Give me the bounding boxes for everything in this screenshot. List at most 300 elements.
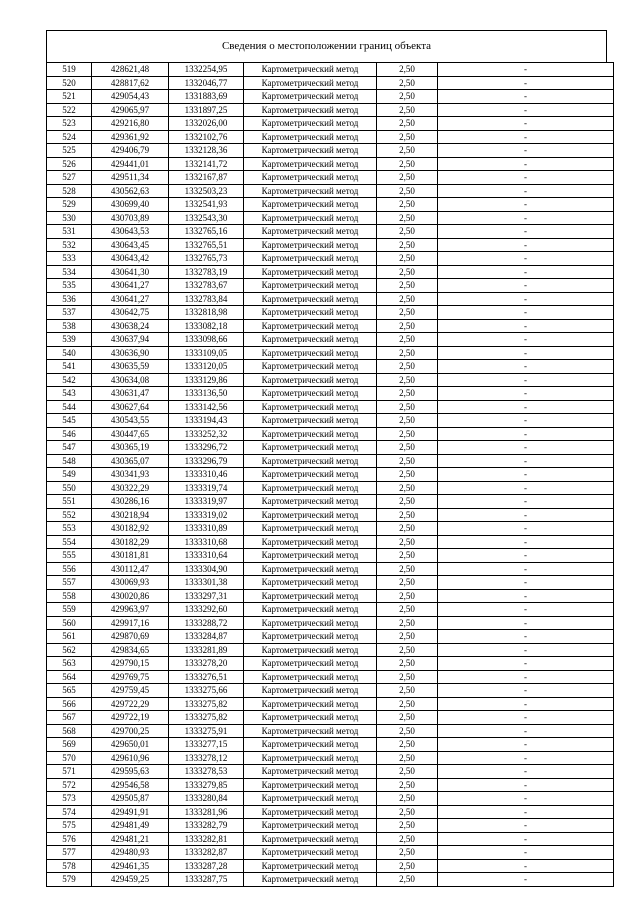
table-row	[47, 778, 614, 792]
description-cell: -	[438, 616, 614, 630]
description-cell: -	[438, 144, 614, 158]
point-number-cell: 532	[47, 238, 92, 252]
method-cell: Картометрический метод	[244, 616, 377, 630]
method-cell: Картометрический метод	[244, 778, 377, 792]
description-cell: -	[438, 265, 614, 279]
method-cell: Картометрический метод	[244, 346, 377, 360]
accuracy-cell: 2,50	[377, 751, 438, 765]
accuracy-cell: 2,50	[377, 778, 438, 792]
point-number-cell: 558	[47, 589, 92, 603]
table-row	[47, 306, 614, 320]
x-coordinate-cell: 430543,55	[92, 414, 169, 428]
y-coordinate-cell: 1332765,51	[169, 238, 244, 252]
y-coordinate-cell: 1333292,60	[169, 603, 244, 617]
y-coordinate-cell: 1333310,64	[169, 549, 244, 563]
table-row	[47, 805, 614, 819]
description-cell: -	[438, 171, 614, 185]
x-coordinate-cell: 429065,97	[92, 103, 169, 117]
method-cell: Картометрический метод	[244, 211, 377, 225]
point-number-cell: 541	[47, 360, 92, 374]
table-row	[47, 252, 614, 266]
method-cell: Картометрический метод	[244, 522, 377, 536]
x-coordinate-cell: 429461,35	[92, 859, 169, 873]
x-coordinate-cell: 430182,29	[92, 535, 169, 549]
y-coordinate-cell: 1333282,79	[169, 819, 244, 833]
point-number-cell: 540	[47, 346, 92, 360]
table-row	[47, 63, 614, 77]
description-cell: -	[438, 643, 614, 657]
table-row	[47, 225, 614, 239]
point-number-cell: 529	[47, 198, 92, 212]
table-row	[47, 832, 614, 846]
x-coordinate-cell: 430112,47	[92, 562, 169, 576]
method-cell: Картометрический метод	[244, 792, 377, 806]
accuracy-cell: 2,50	[377, 198, 438, 212]
description-cell: -	[438, 76, 614, 90]
method-cell: Картометрический метод	[244, 171, 377, 185]
point-number-cell: 525	[47, 144, 92, 158]
description-cell: -	[438, 441, 614, 455]
method-cell: Картометрический метод	[244, 562, 377, 576]
y-coordinate-cell: 1332783,84	[169, 292, 244, 306]
table-row	[47, 643, 614, 657]
description-cell: -	[438, 522, 614, 536]
point-number-cell: 570	[47, 751, 92, 765]
accuracy-cell: 2,50	[377, 373, 438, 387]
accuracy-cell: 2,50	[377, 630, 438, 644]
method-cell: Картометрический метод	[244, 238, 377, 252]
y-coordinate-cell: 1332765,16	[169, 225, 244, 239]
accuracy-cell: 2,50	[377, 616, 438, 630]
table-row	[47, 454, 614, 468]
description-cell: -	[438, 738, 614, 752]
boundary-info-sheet	[46, 30, 607, 887]
accuracy-cell: 2,50	[377, 130, 438, 144]
x-coordinate-cell: 429481,49	[92, 819, 169, 833]
table-row	[47, 198, 614, 212]
y-coordinate-cell: 1331897,25	[169, 103, 244, 117]
point-number-cell: 551	[47, 495, 92, 509]
method-cell: Картометрический метод	[244, 873, 377, 887]
description-cell: -	[438, 292, 614, 306]
method-cell: Картометрический метод	[244, 738, 377, 752]
point-number-cell: 561	[47, 630, 92, 644]
description-cell: -	[438, 333, 614, 347]
accuracy-cell: 2,50	[377, 63, 438, 77]
table-row	[47, 468, 614, 482]
y-coordinate-cell: 1333319,74	[169, 481, 244, 495]
point-number-cell: 520	[47, 76, 92, 90]
point-number-cell: 566	[47, 697, 92, 711]
description-cell: -	[438, 306, 614, 320]
method-cell: Картометрический метод	[244, 603, 377, 617]
point-number-cell: 543	[47, 387, 92, 401]
accuracy-cell: 2,50	[377, 144, 438, 158]
x-coordinate-cell: 429870,69	[92, 630, 169, 644]
description-cell: -	[438, 603, 614, 617]
method-cell: Картометрический метод	[244, 589, 377, 603]
y-coordinate-cell: 1332254,95	[169, 63, 244, 77]
accuracy-cell: 2,50	[377, 549, 438, 563]
table-row	[47, 819, 614, 833]
description-cell: -	[438, 873, 614, 887]
y-coordinate-cell: 1332818,98	[169, 306, 244, 320]
method-cell: Картометрический метод	[244, 306, 377, 320]
table-row	[47, 279, 614, 293]
method-cell: Картометрический метод	[244, 252, 377, 266]
description-cell: -	[438, 859, 614, 873]
method-cell: Картометрический метод	[244, 468, 377, 482]
description-cell: -	[438, 792, 614, 806]
table-row	[47, 319, 614, 333]
y-coordinate-cell: 1332141,72	[169, 157, 244, 171]
description-cell: -	[438, 90, 614, 104]
method-cell: Картометрический метод	[244, 724, 377, 738]
x-coordinate-cell: 429790,15	[92, 657, 169, 671]
y-coordinate-cell: 1333310,46	[169, 468, 244, 482]
description-cell: -	[438, 373, 614, 387]
x-coordinate-cell: 430642,75	[92, 306, 169, 320]
y-coordinate-cell: 1331883,69	[169, 90, 244, 104]
point-number-cell: 553	[47, 522, 92, 536]
description-cell: -	[438, 346, 614, 360]
accuracy-cell: 2,50	[377, 805, 438, 819]
description-cell: -	[438, 198, 614, 212]
description-cell: -	[438, 832, 614, 846]
table-row	[47, 522, 614, 536]
x-coordinate-cell: 429963,97	[92, 603, 169, 617]
x-coordinate-cell: 430562,63	[92, 184, 169, 198]
point-number-cell: 569	[47, 738, 92, 752]
accuracy-cell: 2,50	[377, 225, 438, 239]
description-cell: -	[438, 103, 614, 117]
accuracy-cell: 2,50	[377, 562, 438, 576]
point-number-cell: 560	[47, 616, 92, 630]
description-cell: -	[438, 778, 614, 792]
y-coordinate-cell: 1333287,75	[169, 873, 244, 887]
point-number-cell: 542	[47, 373, 92, 387]
description-cell: -	[438, 630, 614, 644]
table-row	[47, 103, 614, 117]
table-row	[47, 76, 614, 90]
x-coordinate-cell: 430020,86	[92, 589, 169, 603]
y-coordinate-cell: 1333136,50	[169, 387, 244, 401]
description-cell: -	[438, 252, 614, 266]
point-number-cell: 564	[47, 670, 92, 684]
point-number-cell: 545	[47, 414, 92, 428]
description-cell: -	[438, 387, 614, 401]
table-row	[47, 576, 614, 590]
method-cell: Картометрический метод	[244, 427, 377, 441]
description-cell: -	[438, 549, 614, 563]
table-row	[47, 481, 614, 495]
x-coordinate-cell: 429650,01	[92, 738, 169, 752]
method-cell: Картометрический метод	[244, 535, 377, 549]
table-row	[47, 292, 614, 306]
description-cell: -	[438, 157, 614, 171]
point-number-cell: 526	[47, 157, 92, 171]
accuracy-cell: 2,50	[377, 684, 438, 698]
table-row	[47, 346, 614, 360]
accuracy-cell: 2,50	[377, 481, 438, 495]
method-cell: Картометрический метод	[244, 832, 377, 846]
x-coordinate-cell: 430181,81	[92, 549, 169, 563]
y-coordinate-cell: 1332783,67	[169, 279, 244, 293]
method-cell: Картометрический метод	[244, 414, 377, 428]
x-coordinate-cell: 428621,48	[92, 63, 169, 77]
y-coordinate-cell: 1333287,28	[169, 859, 244, 873]
y-coordinate-cell: 1333310,89	[169, 522, 244, 536]
y-coordinate-cell: 1333280,84	[169, 792, 244, 806]
x-coordinate-cell: 430641,27	[92, 292, 169, 306]
y-coordinate-cell: 1333278,53	[169, 765, 244, 779]
description-cell: -	[438, 427, 614, 441]
y-coordinate-cell: 1333275,91	[169, 724, 244, 738]
point-number-cell: 576	[47, 832, 92, 846]
description-cell: -	[438, 63, 614, 77]
table-row	[47, 697, 614, 711]
description-cell: -	[438, 846, 614, 860]
description-cell: -	[438, 508, 614, 522]
x-coordinate-cell: 430447,65	[92, 427, 169, 441]
y-coordinate-cell: 1333252,32	[169, 427, 244, 441]
method-cell: Картометрический метод	[244, 846, 377, 860]
method-cell: Картометрический метод	[244, 387, 377, 401]
accuracy-cell: 2,50	[377, 792, 438, 806]
y-coordinate-cell: 1333129,86	[169, 373, 244, 387]
x-coordinate-cell: 429700,25	[92, 724, 169, 738]
point-number-cell: 565	[47, 684, 92, 698]
point-number-cell: 536	[47, 292, 92, 306]
y-coordinate-cell: 1333278,20	[169, 657, 244, 671]
y-coordinate-cell: 1333098,66	[169, 333, 244, 347]
x-coordinate-cell: 430182,92	[92, 522, 169, 536]
y-coordinate-cell: 1333142,56	[169, 400, 244, 414]
accuracy-cell: 2,50	[377, 522, 438, 536]
y-coordinate-cell: 1332046,77	[169, 76, 244, 90]
x-coordinate-cell: 430218,94	[92, 508, 169, 522]
table-row	[47, 535, 614, 549]
x-coordinate-cell: 430641,30	[92, 265, 169, 279]
table-row	[47, 792, 614, 806]
method-cell: Картометрический метод	[244, 76, 377, 90]
method-cell: Картометрический метод	[244, 360, 377, 374]
y-coordinate-cell: 1333282,87	[169, 846, 244, 860]
method-cell: Картометрический метод	[244, 819, 377, 833]
y-coordinate-cell: 1332128,36	[169, 144, 244, 158]
point-number-cell: 546	[47, 427, 92, 441]
point-number-cell: 548	[47, 454, 92, 468]
x-coordinate-cell: 430365,07	[92, 454, 169, 468]
method-cell: Картометрический метод	[244, 630, 377, 644]
y-coordinate-cell: 1333275,82	[169, 697, 244, 711]
description-cell: -	[438, 481, 614, 495]
method-cell: Картометрический метод	[244, 859, 377, 873]
y-coordinate-cell: 1333284,87	[169, 630, 244, 644]
method-cell: Картометрический метод	[244, 90, 377, 104]
table-row	[47, 184, 614, 198]
y-coordinate-cell: 1333319,97	[169, 495, 244, 509]
method-cell: Картометрический метод	[244, 684, 377, 698]
point-number-cell: 575	[47, 819, 92, 833]
y-coordinate-cell: 1333288,72	[169, 616, 244, 630]
description-cell: -	[438, 805, 614, 819]
method-cell: Картометрический метод	[244, 333, 377, 347]
table-row	[47, 589, 614, 603]
y-coordinate-cell: 1333282,81	[169, 832, 244, 846]
x-coordinate-cell: 429546,58	[92, 778, 169, 792]
accuracy-cell: 2,50	[377, 589, 438, 603]
table-row	[47, 751, 614, 765]
y-coordinate-cell: 1333281,96	[169, 805, 244, 819]
point-number-cell: 533	[47, 252, 92, 266]
y-coordinate-cell: 1333310,68	[169, 535, 244, 549]
method-cell: Картометрический метод	[244, 103, 377, 117]
x-coordinate-cell: 429595,63	[92, 765, 169, 779]
table-row	[47, 603, 614, 617]
x-coordinate-cell: 429441,01	[92, 157, 169, 171]
table-row	[47, 400, 614, 414]
y-coordinate-cell: 1332543,30	[169, 211, 244, 225]
table-row	[47, 711, 614, 725]
description-cell: -	[438, 819, 614, 833]
method-cell: Картометрический метод	[244, 549, 377, 563]
x-coordinate-cell: 429759,45	[92, 684, 169, 698]
accuracy-cell: 2,50	[377, 157, 438, 171]
y-coordinate-cell: 1333278,12	[169, 751, 244, 765]
x-coordinate-cell: 429722,29	[92, 697, 169, 711]
accuracy-cell: 2,50	[377, 414, 438, 428]
description-cell: -	[438, 562, 614, 576]
accuracy-cell: 2,50	[377, 441, 438, 455]
description-cell: -	[438, 319, 614, 333]
x-coordinate-cell: 430643,53	[92, 225, 169, 239]
x-coordinate-cell: 430643,45	[92, 238, 169, 252]
x-coordinate-cell: 430322,29	[92, 481, 169, 495]
y-coordinate-cell: 1332765,73	[169, 252, 244, 266]
method-cell: Картометрический метод	[244, 144, 377, 158]
point-number-cell: 567	[47, 711, 92, 725]
x-coordinate-cell: 429481,21	[92, 832, 169, 846]
table-row	[47, 657, 614, 671]
x-coordinate-cell: 429505,87	[92, 792, 169, 806]
x-coordinate-cell: 429491,91	[92, 805, 169, 819]
table-row	[47, 360, 614, 374]
description-cell: -	[438, 684, 614, 698]
point-number-cell: 574	[47, 805, 92, 819]
x-coordinate-cell: 429610,96	[92, 751, 169, 765]
table-row	[47, 630, 614, 644]
method-cell: Картометрический метод	[244, 508, 377, 522]
x-coordinate-cell: 430703,89	[92, 211, 169, 225]
description-cell: -	[438, 576, 614, 590]
x-coordinate-cell: 430069,93	[92, 576, 169, 590]
point-number-cell: 544	[47, 400, 92, 414]
point-number-cell: 579	[47, 873, 92, 887]
method-cell: Картометрический метод	[244, 292, 377, 306]
method-cell: Картометрический метод	[244, 265, 377, 279]
accuracy-cell: 2,50	[377, 211, 438, 225]
x-coordinate-cell: 429480,93	[92, 846, 169, 860]
y-coordinate-cell: 1332783,19	[169, 265, 244, 279]
y-coordinate-cell: 1333296,72	[169, 441, 244, 455]
point-number-cell: 571	[47, 765, 92, 779]
x-coordinate-cell: 429511,34	[92, 171, 169, 185]
x-coordinate-cell: 429917,16	[92, 616, 169, 630]
y-coordinate-cell: 1333109,05	[169, 346, 244, 360]
table-row	[47, 333, 614, 347]
y-coordinate-cell: 1333281,89	[169, 643, 244, 657]
accuracy-cell: 2,50	[377, 346, 438, 360]
table-row	[47, 171, 614, 185]
description-cell: -	[438, 454, 614, 468]
accuracy-cell: 2,50	[377, 76, 438, 90]
table-row	[47, 738, 614, 752]
x-coordinate-cell: 430286,16	[92, 495, 169, 509]
method-cell: Картометрический метод	[244, 198, 377, 212]
accuracy-cell: 2,50	[377, 103, 438, 117]
method-cell: Картометрический метод	[244, 495, 377, 509]
x-coordinate-cell: 429406,79	[92, 144, 169, 158]
description-cell: -	[438, 711, 614, 725]
accuracy-cell: 2,50	[377, 859, 438, 873]
x-coordinate-cell: 428817,62	[92, 76, 169, 90]
table-row	[47, 238, 614, 252]
accuracy-cell: 2,50	[377, 90, 438, 104]
description-cell: -	[438, 535, 614, 549]
x-coordinate-cell: 430341,93	[92, 468, 169, 482]
method-cell: Картометрический метод	[244, 184, 377, 198]
accuracy-cell: 2,50	[377, 306, 438, 320]
accuracy-cell: 2,50	[377, 319, 438, 333]
accuracy-cell: 2,50	[377, 508, 438, 522]
coordinates-table	[46, 62, 614, 887]
point-number-cell: 528	[47, 184, 92, 198]
description-cell: -	[438, 657, 614, 671]
y-coordinate-cell: 1333279,85	[169, 778, 244, 792]
point-number-cell: 547	[47, 441, 92, 455]
description-cell: -	[438, 751, 614, 765]
point-number-cell: 573	[47, 792, 92, 806]
accuracy-cell: 2,50	[377, 657, 438, 671]
x-coordinate-cell: 430631,47	[92, 387, 169, 401]
accuracy-cell: 2,50	[377, 819, 438, 833]
y-coordinate-cell: 1333276,51	[169, 670, 244, 684]
y-coordinate-cell: 1333277,15	[169, 738, 244, 752]
table-row	[47, 441, 614, 455]
x-coordinate-cell: 429361,92	[92, 130, 169, 144]
method-cell: Картометрический метод	[244, 117, 377, 131]
y-coordinate-cell: 1332026,00	[169, 117, 244, 131]
description-cell: -	[438, 414, 614, 428]
x-coordinate-cell: 430641,27	[92, 279, 169, 293]
method-cell: Картометрический метод	[244, 319, 377, 333]
x-coordinate-cell: 430637,94	[92, 333, 169, 347]
accuracy-cell: 2,50	[377, 643, 438, 657]
point-number-cell: 519	[47, 63, 92, 77]
description-cell: -	[438, 130, 614, 144]
accuracy-cell: 2,50	[377, 468, 438, 482]
method-cell: Картометрический метод	[244, 697, 377, 711]
y-coordinate-cell: 1332503,23	[169, 184, 244, 198]
table-row	[47, 724, 614, 738]
point-number-cell: 572	[47, 778, 92, 792]
accuracy-cell: 2,50	[377, 279, 438, 293]
y-coordinate-cell: 1332102,76	[169, 130, 244, 144]
accuracy-cell: 2,50	[377, 265, 438, 279]
x-coordinate-cell: 429834,65	[92, 643, 169, 657]
accuracy-cell: 2,50	[377, 387, 438, 401]
